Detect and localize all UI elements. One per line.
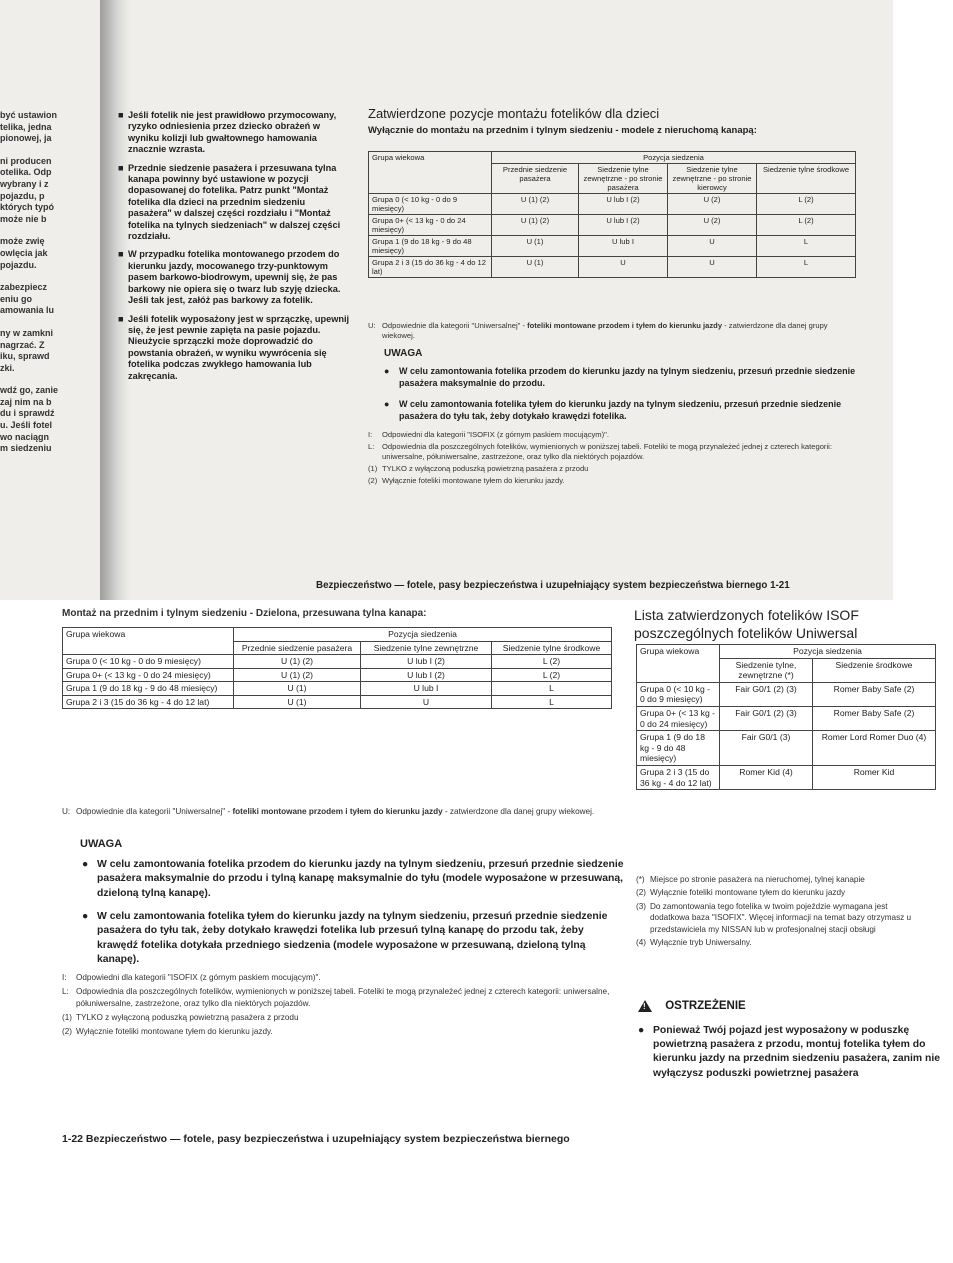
note-text: Miejsce po stronie pasażera na nieruchomej, tylnej kanapie bbox=[650, 875, 865, 884]
text-line: du i sprawdź bbox=[0, 408, 55, 419]
table-header: Siedzenie tylne zewnętrzne - po stronie kierowcy bbox=[668, 164, 757, 194]
row-label: Grupa 0 (< 10 kg - 0 do 9 miesięcy) bbox=[63, 655, 234, 669]
legend-note bbox=[368, 430, 858, 440]
legend-note bbox=[368, 442, 858, 462]
table-row bbox=[63, 695, 612, 709]
text-line: być ustawion bbox=[0, 110, 58, 120]
table-cell: Romer Baby Safe (2) bbox=[813, 682, 936, 706]
note-text: Odpowiednie dla kategorii "Uniwersalnej" - bbox=[382, 321, 528, 330]
bullet-icon: ● bbox=[82, 859, 89, 870]
note-text: - zatwierdzone dla danej grupy wiekowej. bbox=[442, 807, 595, 816]
note-key: (1) bbox=[368, 464, 378, 473]
warning-heading bbox=[638, 1000, 746, 1012]
table-cell: Romer Lord Romer Duo (4) bbox=[813, 731, 936, 766]
legend-note bbox=[62, 1012, 614, 1024]
table-header: Przednie siedzenie pasażera bbox=[234, 641, 361, 655]
legend-note bbox=[62, 972, 614, 984]
legend-note bbox=[636, 937, 916, 948]
text-line bbox=[0, 145, 108, 156]
table-cell: L bbox=[757, 236, 856, 257]
legend-note bbox=[62, 986, 614, 1010]
text-line bbox=[0, 225, 108, 236]
note-key: (2) bbox=[62, 1027, 73, 1036]
upper-uwaga-heading: UWAGA bbox=[384, 348, 423, 359]
text-line bbox=[0, 271, 108, 282]
text-line: ni producen bbox=[0, 155, 52, 166]
bullet-text: W celu zamontowania fotelika tyłem do kierunku jazdy na tylnym siedzeniu, przesuń przednie siedzenie pasażera do tyłu tak, żeby dotykało krawędzi fotelika. bbox=[399, 399, 842, 421]
lower-section-title: Montaż na przednim i tylnym siedzeniu - Dzielona, przesuwana tylna kanapa: bbox=[62, 608, 427, 619]
text-line: zaj nim na b bbox=[0, 396, 52, 407]
text-line: ny w zamkni bbox=[0, 327, 54, 338]
row-label: Grupa 0+ (< 13 kg - 0 do 24 miesięcy) bbox=[63, 668, 234, 682]
table-header-seat-position: Pozycja siedzenia bbox=[720, 645, 936, 659]
row-label: Grupa 1 (9 do 18 kg - 9 do 48 miesięcy) bbox=[63, 682, 234, 696]
table-row bbox=[637, 706, 936, 730]
note-text: Odpowiednie dla kategorii "Uniwersalnej" - bbox=[76, 807, 233, 816]
note-text: Odpowiedni dla kategorii "ISOFIX (z górnym paskiem mocującym)". bbox=[382, 430, 609, 439]
warning-bullet bbox=[638, 1024, 953, 1081]
note-text: Do zamontowania tego fotelika w twoim pojeździe wymagana jest dodatkowa baza "ISOFIX". Więcej informacji na temat bazy otrzymasz u przedstawiciela my NISSAN lub w profesjonalnej stacji obsługi bbox=[650, 901, 912, 934]
legend-note bbox=[636, 887, 916, 898]
table-cell: U bbox=[361, 695, 492, 709]
text-line: eniu go bbox=[0, 293, 32, 304]
text-line: pionowej, ja bbox=[0, 133, 52, 144]
text-line: wo naciągn bbox=[0, 431, 50, 442]
upper-legend-notes bbox=[368, 430, 858, 488]
table-cell: Romer Kid (4) bbox=[720, 765, 813, 789]
note-key: L: bbox=[368, 442, 375, 451]
legend-note bbox=[62, 1026, 614, 1038]
upper-approval-table bbox=[368, 151, 856, 278]
text-line: wdź go, zanie bbox=[0, 385, 59, 396]
table-header: Przednie siedzenie pasażera bbox=[492, 164, 579, 194]
note-key: (2) bbox=[636, 888, 647, 898]
table-cell: U lub I (2) bbox=[579, 194, 668, 215]
bullet-icon: ■ bbox=[118, 110, 124, 120]
text-line: pojazdu, p bbox=[0, 190, 45, 201]
warning-bullet bbox=[118, 249, 350, 306]
note-text: Odpowiednia dla poszczególnych fotelików, wymienionych w poniższej tabeli. Foteliki te mogą przynależeć jednej z czterech kategorii: uniwersalne, półuniwersalne, zastrzeżone, oraz tylko dla niektórych pojazdów. bbox=[382, 442, 832, 461]
table-row bbox=[63, 668, 612, 682]
table-cell: U (2) bbox=[668, 194, 757, 215]
table-header: Siedzenie tylne, zewnętrzne (*) bbox=[720, 658, 813, 682]
text-line: telika, jedna bbox=[0, 121, 52, 132]
row-label: Grupa 1 (9 do 18 kg - 9 do 48 miesięcy) bbox=[369, 236, 492, 257]
table-header-age-group: Grupa wiekowa bbox=[637, 645, 720, 683]
table-cell: U (2) bbox=[668, 215, 757, 236]
note-key: (*) bbox=[636, 875, 645, 884]
bullet-icon: ■ bbox=[118, 162, 124, 173]
legend-note bbox=[368, 464, 858, 474]
table-cell: U lub I (2) bbox=[361, 655, 492, 669]
bullet-icon: ● bbox=[638, 1025, 645, 1036]
row-label: Grupa 0 (< 10 kg - 0 do 9 miesięcy) bbox=[637, 682, 720, 706]
table-row bbox=[637, 765, 936, 789]
table-cell: Fair G0/1 (2) (3) bbox=[720, 706, 813, 730]
legend-note bbox=[636, 874, 916, 885]
table-header: Siedzenie tylne zewnętrzne bbox=[361, 641, 492, 655]
bullet-text: Przednie siedzenie pasażera i przesuwana tylna kanapa powinny być ustawione w pozycji dopasowanej do fotelika. Patrz punkt "Montaż fotelika dla dzieci na przednim siedzeniu pasażera" w dalszej części rozdziału i "Montaż fotelika na tylnych siedzeniach" w dalszej części rozdziału. bbox=[128, 162, 341, 242]
table-cell: U lub I bbox=[579, 236, 668, 257]
table-cell: U (1) bbox=[492, 257, 579, 278]
upper-uwaga-bullet-2 bbox=[384, 399, 869, 422]
warning-bullet bbox=[118, 163, 350, 243]
note-key: L: bbox=[62, 987, 69, 996]
isofix-legend-notes bbox=[636, 874, 916, 950]
upper-section-title: Zatwierdzone pozycje montażu fotelików dla dzieci bbox=[368, 106, 660, 121]
left-page-fragment bbox=[0, 110, 108, 455]
table-cell: U (1) bbox=[234, 695, 361, 709]
table-row bbox=[63, 655, 612, 669]
row-label: Grupa 2 i 3 (15 do 36 kg - 4 do 12 lat) bbox=[637, 765, 720, 789]
note-key: (2) bbox=[368, 476, 378, 485]
lower-approval-table bbox=[62, 627, 612, 709]
table-cell: Fair G0/1 (2) (3) bbox=[720, 682, 813, 706]
warning-bullet bbox=[118, 314, 350, 382]
table-cell: U (1) bbox=[234, 682, 361, 696]
warning-text: Ponieważ Twój pojazd jest wyposażony w poduszkę powietrzną pasażera z przodu, montuj fotelika tyłem do kierunku jazdy na przednim siedzeniu pasażera, zanim nie wyłączysz poduszki powietrznej pasażera bbox=[653, 1025, 940, 1079]
note-text: Wyłącznie tryb Uniwersalny. bbox=[650, 938, 752, 948]
table-cell: U bbox=[579, 257, 668, 278]
table-cell: U bbox=[668, 257, 757, 278]
note-text: TYLKO z wyłączoną poduszką powietrzną pasażera z przodu bbox=[382, 464, 589, 473]
table-header-age-group: Grupa wiekowa bbox=[63, 628, 234, 655]
note-text: Wyłącznie foteliki montowane tyłem do kierunku jazdy. bbox=[76, 1027, 273, 1036]
text-line: owlęcia jak bbox=[0, 247, 48, 258]
note-text: TYLKO z wyłączoną poduszką powietrzną pasażera z przodu bbox=[76, 1013, 299, 1022]
table-row bbox=[369, 215, 856, 236]
table-cell: U (1) bbox=[492, 236, 579, 257]
table-header-seat-position: Pozycja siedzenia bbox=[234, 628, 612, 642]
table-cell: U (1) (2) bbox=[234, 668, 361, 682]
table-row bbox=[369, 236, 856, 257]
bullet-icon: ■ bbox=[118, 249, 124, 260]
table-cell: L (2) bbox=[492, 655, 612, 669]
table-cell: L bbox=[492, 682, 612, 696]
lower-note-u bbox=[62, 806, 614, 819]
text-line: otelika. Odp bbox=[0, 167, 52, 178]
table-cell: L bbox=[757, 257, 856, 278]
table-body bbox=[369, 194, 856, 278]
lower-page-footer: 1-22 Bezpieczeństwo — fotele, pasy bezpieczeństwa i uzupełniający system bezpieczeństwa biernego bbox=[62, 1133, 570, 1145]
bullet-icon: ■ bbox=[118, 313, 124, 324]
table-cell: U bbox=[668, 236, 757, 257]
warning-title: OSTRZEŻENIE bbox=[665, 1000, 746, 1013]
table-cell: U lub I bbox=[361, 682, 492, 696]
table-cell: U lub I (2) bbox=[579, 215, 668, 236]
upper-uwaga-bullet-1 bbox=[384, 366, 869, 389]
row-label: Grupa 0 (< 10 kg - 0 do 9 miesięcy) bbox=[369, 194, 492, 215]
note-text: Odpowiedni dla kategorii "ISOFIX (z górnym paskiem mocującym)". bbox=[76, 973, 321, 982]
table-cell: L (2) bbox=[757, 215, 856, 236]
note-text: Wyłącznie foteliki montowane tyłem do kierunku jazdy bbox=[650, 888, 846, 898]
text-line bbox=[0, 317, 108, 328]
row-label: Grupa 2 i 3 (15 do 36 kg - 4 do 12 lat) bbox=[369, 257, 492, 278]
upper-section-subtitle: Wyłącznie do montażu na przednim i tylnym siedzeniu - modele z nieruchomą kanapą: bbox=[368, 125, 757, 136]
title-line: poszczególnych fotelików Uniwersal bbox=[634, 625, 858, 641]
table-cell: L (2) bbox=[757, 194, 856, 215]
note-key: U: bbox=[62, 807, 71, 816]
note-bold: foteliki montowane przodem i tyłem do kierunku jazdy bbox=[527, 321, 723, 330]
table-header-seat-position: Pozycja siedzenia bbox=[492, 152, 856, 164]
table-header-age-group: Grupa wiekowa bbox=[369, 152, 492, 194]
table-header: Siedzenie tylne zewnętrzne - po stronie pasażera bbox=[579, 164, 668, 194]
row-label: Grupa 2 i 3 (15 do 36 kg - 4 do 12 lat) bbox=[63, 695, 234, 709]
bullet-icon: ● bbox=[384, 399, 390, 409]
note-key: (4) bbox=[636, 938, 647, 948]
bullet-icon: ● bbox=[384, 366, 390, 376]
legend-note bbox=[368, 476, 858, 486]
note-text: Odpowiednia dla poszczególnych fotelików, wymienionych w poniższej tabeli. Foteliki te mogą przynależeć jednej z czterech kategorii: uniwersalne, półuniwersalne, zastrzeżone, oraz tylko dla niektórych pojazdów. bbox=[76, 987, 610, 1008]
table-row bbox=[63, 682, 612, 696]
upper-warning-column bbox=[118, 110, 350, 389]
text-line: wybrany i z bbox=[0, 178, 49, 189]
upper-note-u bbox=[368, 321, 858, 343]
text-line: amowania lu bbox=[0, 305, 55, 316]
row-label: Grupa 1 (9 do 18 kg - 9 do 48 miesięcy) bbox=[637, 731, 720, 766]
table-cell: U (1) (2) bbox=[492, 215, 579, 236]
isofix-list-title bbox=[634, 606, 859, 642]
text-line bbox=[0, 374, 108, 385]
table-cell: U (1) (2) bbox=[492, 194, 579, 215]
text-line: których typó bbox=[0, 202, 55, 213]
note-bold: foteliki montowane przodem i tyłem do kierunku jazdy bbox=[232, 807, 443, 816]
table-body bbox=[637, 682, 936, 789]
text-line: może zwię bbox=[0, 236, 45, 247]
text-line: pojazdu. bbox=[0, 259, 37, 270]
text-line: u. Jeśli fotel bbox=[0, 420, 53, 431]
table-header: Siedzenie środkowe bbox=[813, 658, 936, 682]
table-row bbox=[637, 731, 936, 766]
note-key: I: bbox=[368, 430, 373, 439]
bullet-text: W celu zamontowania fotelika przodem do kierunku jazdy na tylnym siedzeniu, przesuń przednie siedzenie pasażera maksymalnie do przodu. bbox=[399, 366, 856, 388]
upper-page-footer: Bezpieczeństwo — fotele, pasy bezpieczeństwa i uzupełniający system bezpieczeństwa biernego 1-21 bbox=[316, 580, 790, 591]
warning-bullet bbox=[118, 110, 350, 156]
text-line: m siedzeniu bbox=[0, 443, 52, 454]
text-line: zabezpiecz bbox=[0, 282, 48, 293]
note-text: Wyłącznie foteliki montowane tyłem do kierunku jazdy. bbox=[382, 476, 565, 485]
note-key: I: bbox=[62, 973, 67, 982]
note-key: (3) bbox=[636, 901, 647, 911]
bullet-text: Jeśli fotelik nie jest prawidłowo przymocowany, ryzyko odniesienia przez dziecko obrażeń w wyniku kolizji lub gwałtownego hamowania znacznie wzrasta. bbox=[128, 110, 337, 155]
row-label: Grupa 0+ (< 13 kg - 0 do 24 miesięcy) bbox=[637, 706, 720, 730]
note-text: - zatwierdzone dla danej grupy wiekowej. bbox=[382, 321, 828, 340]
title-line: Lista zatwierdzonych fotelików ISOF bbox=[634, 607, 859, 623]
table-cell: U (1) (2) bbox=[234, 655, 361, 669]
lower-right-column bbox=[630, 600, 940, 1080]
table-body bbox=[63, 655, 612, 709]
legend-note bbox=[636, 901, 916, 935]
text-line: może nie b bbox=[0, 213, 47, 224]
note-key: (1) bbox=[62, 1013, 73, 1022]
note-key: U: bbox=[368, 321, 376, 330]
lower-uwaga-heading: UWAGA bbox=[80, 838, 123, 850]
table-cell: U lub I (2) bbox=[361, 668, 492, 682]
table-cell: Romer Baby Safe (2) bbox=[813, 706, 936, 730]
text-line: zki. bbox=[0, 362, 15, 373]
bullet-text: W celu zamontowania fotelika tyłem do kierunku jazdy na tylnym siedzeniu, przesuń przednie siedzenie pasażera do tyłu tak, żeby dotykało krawędzi fotelika lub przesuń tylną kanapę do przodu tak, żeby krawędź fotelika dotykała przedniego siedzenia (modele wyposażone w przesuwaną, dzieloną tylną kanapę). bbox=[97, 911, 608, 966]
text-line: iku, sprawd bbox=[0, 351, 50, 362]
table-cell: L bbox=[492, 695, 612, 709]
lower-uwaga-bullet-2 bbox=[82, 910, 625, 968]
isofix-table bbox=[636, 644, 936, 790]
table-row bbox=[369, 194, 856, 215]
upper-page-scan bbox=[0, 0, 893, 600]
table-row bbox=[637, 682, 936, 706]
table-header: Siedzenie tylne środkowe bbox=[492, 641, 612, 655]
table-cell: Romer Kid bbox=[813, 765, 936, 789]
table-header: Siedzenie tylne środkowe bbox=[757, 164, 856, 194]
table-cell: L (2) bbox=[492, 668, 612, 682]
lower-uwaga-bullet-1 bbox=[82, 858, 625, 901]
table-cell: Fair G0/1 (3) bbox=[720, 731, 813, 766]
warning-triangle-icon: ! bbox=[638, 1000, 652, 1012]
row-label: Grupa 0+ (< 13 kg - 0 do 24 miesięcy) bbox=[369, 215, 492, 236]
bullet-text: W celu zamontowania fotelika przodem do kierunku jazdy na tylnym siedzeniu, przesuń przednie siedzenie pasażera maksymalnie do przodu i tylną kanapę maksymalnie do tyłu (modele wyposażone w przesuwaną, dzieloną tylną kanapę). bbox=[97, 859, 624, 899]
bullet-icon: ● bbox=[82, 911, 89, 922]
bullet-text: Jeśli fotelik wyposażony jest w sprzączkę, upewnij się, że jest pewnie zapięta na pasie pojazdu. Nieużycie sprzączki może doprowadzić do powstania obrażeń, w wyniku wywrócenia się fotelika podczas zwykłego hamowania lub zakręcania. bbox=[128, 313, 350, 381]
text-line: nagrzać. Z bbox=[0, 339, 45, 350]
lower-legend-notes bbox=[62, 972, 614, 1040]
table-row bbox=[369, 257, 856, 278]
bullet-text: W przypadku fotelika montowanego przodem do kierunku jazdy, mocowanego trzy-punktowym pasem barkowo-biodrowym, upewnij się, że pas barkowy nie opiera się o twarz lub szyję dziecka. Jeśli tak jest, załóż pas barkowy za fotelik. bbox=[128, 249, 341, 306]
